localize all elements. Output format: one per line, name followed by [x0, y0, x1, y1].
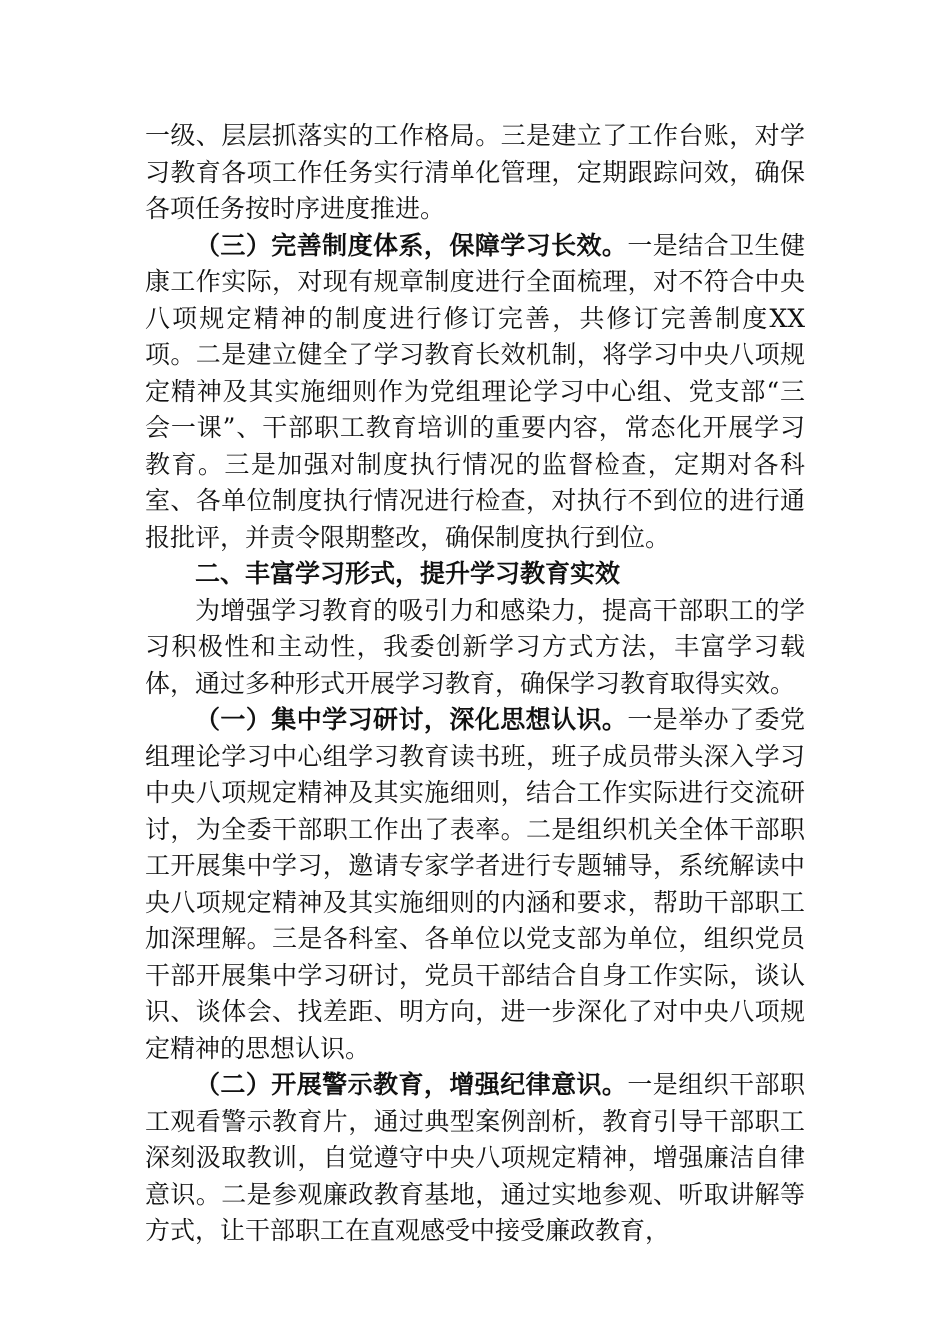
paragraph-text: 一级、层层抓落实的工作格局。三是建立了工作台账，对学习教育各项工作任务实行清单化管理，定期跟踪问效，确保各项任务按时序进度推进。 [145, 121, 805, 223]
paragraph-intro [145, 593, 805, 703]
paragraph-section-three [145, 228, 805, 557]
paragraph-continuation [145, 118, 805, 228]
paragraph-text: 一是结合卫生健康工作实际，对现有规章制度进行全面梳理，对不符合中央八项规定精神的制度进行修订完善，共修订完善制度XX项。二是建立健全了学习教育长效机制，将学习中央八项规定精神及其实施细则作为党组理论学习中心组、党支部“三会一课”、干部职工教育培训的重要内容，常态化开展学习教育。三是加强对制度执行情况的监督检查，定期对各科室、各单位制度执行情况进行检查，对执行不到位的进行通报批评，并责令限期整改，确保制度执行到位。 [145, 230, 805, 552]
paragraph-subheading: （三）完善制度体系，保障学习长效。 [195, 230, 628, 260]
paragraph-section-one [145, 702, 805, 1067]
document-body [145, 118, 805, 1250]
paragraph-text: 一是举办了委党组理论学习中心组学习教育读书班，班子成员带头深入学习中央八项规定精神及其实施细则，结合工作实际进行交流研讨，为全委干部职工作出了表率。二是组织机关全体干部职工开展集中学习，邀请专家学者进行专题辅导，系统解读中央八项规定精神及其实施细则的内涵和要求，帮助干部职工加深理解。三是各科室、各单位以党支部为单位，组织党员干部开展集中学习研讨，党员干部结合自身工作实际，谈认识、谈体会、找差距、明方向，进一步深化了对中央八项规定精神的思想认识。 [145, 705, 805, 1063]
section-heading: 二、丰富学习形式，提升学习教育实效 [195, 559, 621, 588]
paragraph-subheading: （二）开展警示教育，增强纪律意识。 [195, 1070, 628, 1099]
paragraph-section-two [145, 1067, 805, 1250]
paragraph-subheading: （一）集中学习研讨，深化思想认识。 [195, 705, 628, 734]
paragraph-text: 为增强学习教育的吸引力和感染力，提高干部职工的学习积极性和主动性，我委创新学习方式方法，丰富学习载体，通过多种形式开展学习教育，确保学习教育取得实效。 [145, 595, 805, 698]
paragraph-text: 一是组织干部职工观看警示教育片，通过典型案例剖析，教育引导干部职工深刻汲取教训，自觉遵守中央八项规定精神，增强廉洁自律意识。二是参观廉政教育基地，通过实地参观、听取讲解等方式，让干部职工在直观感受中接受廉政教育， [145, 1070, 805, 1245]
